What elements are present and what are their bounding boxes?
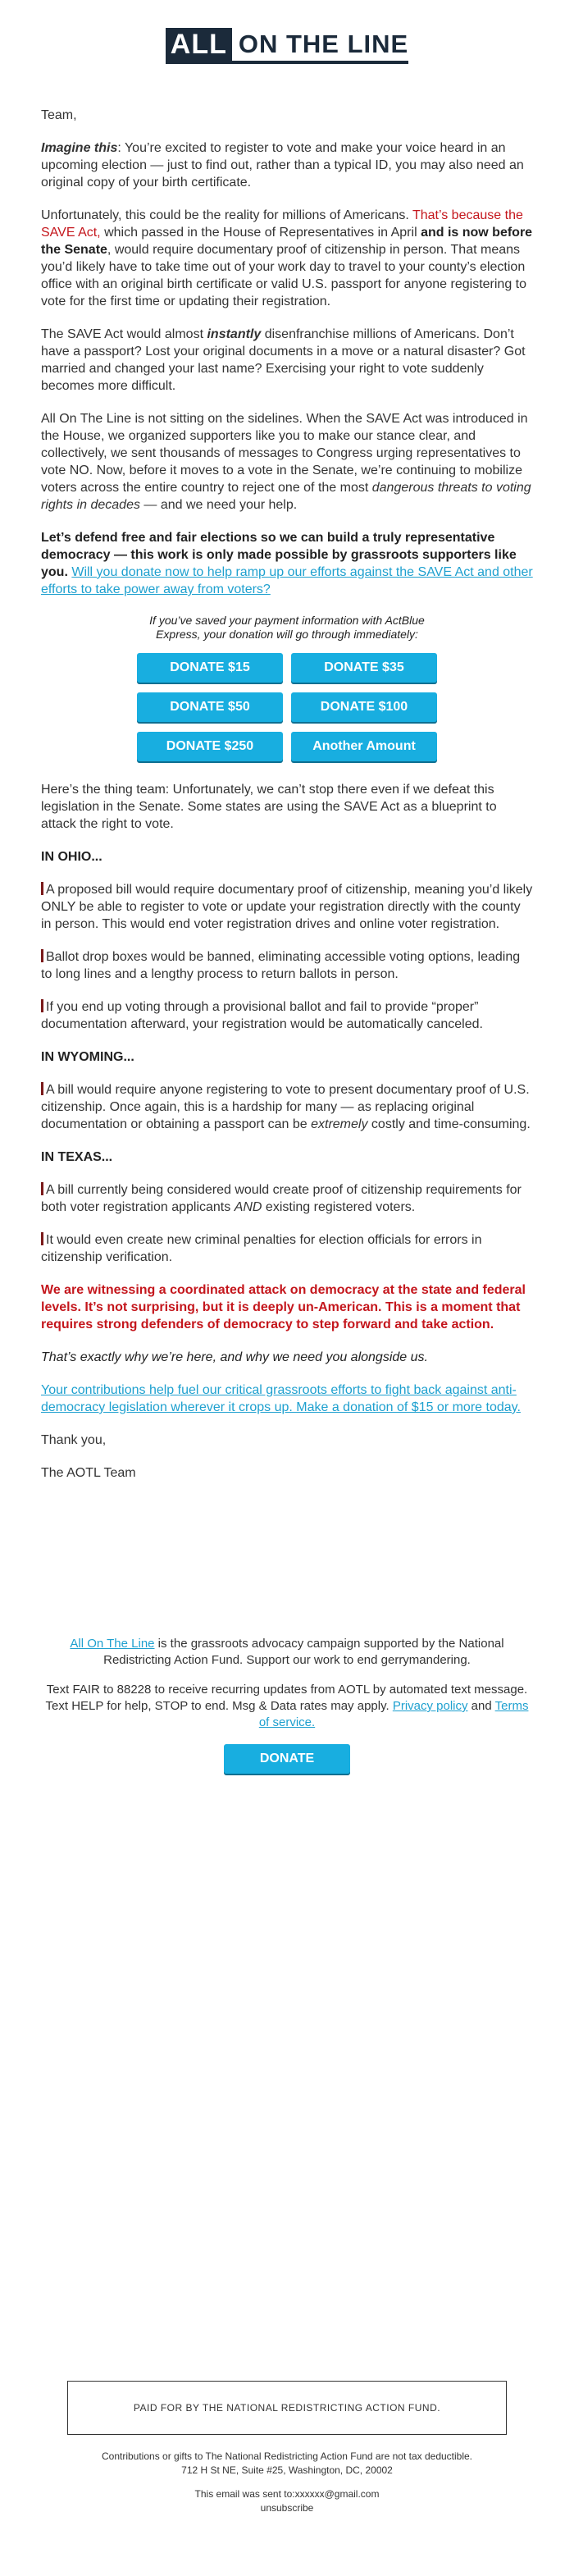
save-act-highlight: That’s because the SAVE Act, xyxy=(41,208,523,240)
aotl-link[interactable]: All On The Line xyxy=(70,1637,155,1651)
donate-250-button[interactable]: DONATE $250 xyxy=(137,732,283,761)
privacy-link[interactable]: Privacy policy xyxy=(392,1699,468,1713)
donate-ask-link[interactable]: Will you donate now to help ramp up our efforts against the SAVE Act and other efforts to take power away from voters? xyxy=(41,565,533,596)
actblue-note: If you’ve saved your payment information with ActBlue Express, your donation will go through immediately: xyxy=(149,614,425,641)
paragraph-disenfranchise: The SAVE Act would almost instantly disenfranchise millions of Americans. Don’t have a passport? Lost your original documents in a move or a natural disaster? Got married and changed your last name? Exercising your right to vote suddenly becomes more difficult. xyxy=(41,327,526,393)
legal-footer xyxy=(0,2381,574,2515)
unsubscribe-link[interactable]: unsubscribe xyxy=(260,2502,314,2514)
footer-sms: Text FAIR to 88228 to receive recurring updates from AOTL by automated text message. Text HELP for help, STOP to end. Msg & Data rates may apply. Privacy policy and Terms of service. xyxy=(45,1683,529,1729)
paragraph-coordinated-attack: We are witnessing a coordinated attack on democracy at the state and federal levels. It’s not surprising, but it is deeply un-American. This is a moment that requires strong defenders of democracy to step forward and take action. xyxy=(41,1283,526,1331)
footer-donate-button[interactable]: DONATE xyxy=(224,1744,350,1774)
logo-all-mark: ALL xyxy=(166,28,232,61)
paragraph-why-here: That’s exactly why we’re here, and why we need you alongside us. xyxy=(41,1350,428,1364)
paid-for-box: PAID FOR BY THE NATIONAL REDISTRICTING ACTION FUND. xyxy=(67,2381,507,2435)
donate-15-button[interactable]: DONATE $15 xyxy=(137,653,283,683)
fine-print: Contributions or gifts to The National Redistricting Action Fund are not tax deductible. 712 H St NE, Suite #25, Washington, DC, 20002 This email was sent to:xxxxxx@gmail.com unsubscribe xyxy=(0,2450,574,2515)
signoff: Thank you, xyxy=(41,1433,107,1447)
donate-other-button[interactable]: Another Amount xyxy=(291,732,437,761)
heading-texas: IN TEXAS... xyxy=(41,1150,113,1164)
greeting: Team, xyxy=(41,108,77,122)
terms-link[interactable]: Terms of service. xyxy=(258,1699,529,1729)
ohio-bullet-3: If you end up voting through a provisional ballot and fail to provide “proper” documentation afterward, your registration would be automatically canceled. xyxy=(41,998,533,1033)
logo-underline xyxy=(166,61,408,64)
texas-bullet-1: A bill currently being considered would create proof of citizenship requirements for both voter registration applicants AND existing registered voters. xyxy=(41,1181,533,1216)
texas-bullet-2: It would even create new criminal penalties for election officials for errors in citizenship verification. xyxy=(41,1231,533,1266)
wyoming-bullet-1: A bill would require anyone registering to vote to present documentary proof of U.S. citizenship. Once again, this is a hardship for many — as replacing original documentation or obtaining a passport can be extremely costly and time-consuming. xyxy=(41,1081,533,1133)
footer-about: All On The Line is the grassroots advocacy campaign supported by the National Redistricting Action Fund. Support our work to end gerrymandering. xyxy=(70,1637,504,1667)
paragraph-save-act: Unfortunately, this could be the reality for millions of Americans. That’s because the SAVE Act, which passed in the House of Representatives in April and is now before the Senate, would require documentary proof of citizenship in person. That means you’d likely have to take time out of your work day to travel to your county’s election office with an original birth certificate or valid U.S. passport for anyone registering to vote for the first time or updating their registration. xyxy=(41,208,533,308)
imagine-lead: Imagine this xyxy=(41,141,118,155)
donate-35-button[interactable]: DONATE $35 xyxy=(291,653,437,683)
email-body xyxy=(41,107,533,598)
donation-buttons xyxy=(41,653,533,761)
donate-50-button[interactable]: DONATE $50 xyxy=(137,692,283,722)
sent-to: This email was sent to:xxxxxx@gmail.com xyxy=(194,2488,380,2500)
signature: The AOTL Team xyxy=(41,1466,136,1480)
logo xyxy=(41,0,533,74)
paragraph-imagine: Imagine this: You’re excited to register to vote and make your voice heard in an upcoming election — just to find out, rather than a typical ID, you may also need an original copy of your birth certificate. xyxy=(41,141,524,190)
paragraph-defend: Let’s defend free and fair elections so we can build a truly representative democracy — this work is only made possible by grassroots supporters like you. Will you donate now to help ramp up our efforts against the SAVE Act and other efforts to take power away from voters? xyxy=(41,531,533,596)
donate-100-button[interactable]: DONATE $100 xyxy=(291,692,437,722)
heading-ohio: IN OHIO... xyxy=(41,850,102,864)
email-body-continued xyxy=(41,781,533,1482)
contribute-link[interactable]: Your contributions help fuel our critical grassroots efforts to fight back against anti-democracy legislation wherever it crops up. Make a donation of $15 or more today. xyxy=(41,1383,521,1414)
heading-wyoming: IN WYOMING... xyxy=(41,1050,134,1064)
ohio-bullet-2: Ballot drop boxes would be banned, eliminating accessible voting options, leading to long lines and a lengthy process to return ballots in person. xyxy=(41,948,533,983)
ohio-bullet-1: A proposed bill would require documentary proof of citizenship, meaning you’d likely ONLY be able to register to vote or update your registration directly with the county in person. This would end voter registration drives and online voter registration. xyxy=(41,883,533,931)
paragraph-contribute xyxy=(41,1382,533,1416)
logo-wordmark: ON THE LINE xyxy=(238,30,409,58)
footer xyxy=(45,1636,529,1774)
paragraph-blueprint: Here’s the thing team: Unfortunately, we can’t stop there even if we defeat this legislation in the Senate. Some states are using the SAVE Act as a blueprint to attack the right to vote. xyxy=(41,783,497,831)
paragraph-sidelines: All On The Line is not sitting on the sidelines. When the SAVE Act was introduced in the House, we organized supporters like you to make our stance clear, and collectively, we sent thousands of messages to Congress urging representatives to vote NO. Now, before it moves to a vote in the Senate, we’re continuing to mobilize voters across the entire country to reject one of the most dangerous threats to voting rights in decades — and we need your help. xyxy=(41,412,531,512)
